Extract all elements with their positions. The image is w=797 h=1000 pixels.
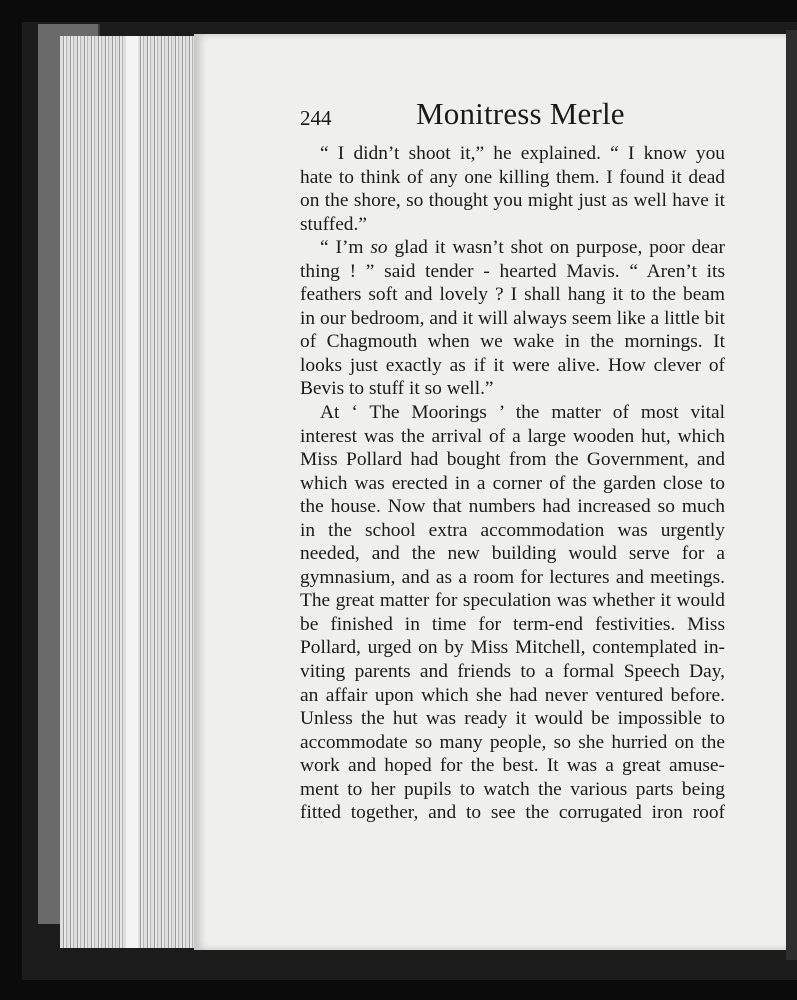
text-line: an affair upon which she had never ventured before.: [300, 684, 725, 706]
right-binding-edge: [786, 30, 797, 960]
page-number: 244: [300, 106, 332, 130]
text-line: Unless the hut was ready it would be impossible to: [300, 708, 725, 730]
text-line: feathers soft and lovely ? I shall hang it to the beam: [300, 284, 725, 306]
text-line: “ I didn’t shoot it,” he explained. “ I know you: [320, 143, 725, 164]
text-line: The great matter for speculation was whether it would: [300, 590, 725, 612]
text-line: thing ! ” said tender - hearted Mavis. “ Aren’t its: [300, 260, 725, 282]
text-line: of Chagmouth when we wake in the mornings. It: [300, 331, 725, 353]
text-line: the house. Now that numbers had increased so much: [300, 496, 725, 518]
text-line: on the shore, so thought you might just as well have it: [300, 190, 725, 212]
text-line: fitted together, and to see the corrugated iron roof: [300, 802, 725, 824]
text-line: viting parents and friends to a formal Speech Day,: [300, 661, 725, 683]
text-line: interest was the arrival of a large wooden hut, which: [300, 425, 725, 447]
text-line: stuffed.”: [300, 213, 367, 235]
text-line: in our bedroom, and it will always seem like a little bit: [300, 307, 725, 329]
text-line: be finished in time for term-end festivities. Miss: [300, 613, 725, 635]
text-segment: “ I’m: [320, 237, 371, 259]
text-line: gymnasium, and as a room for lectures and meetings.: [300, 566, 725, 588]
text-line: accommodate so many people, so she hurried on the: [300, 731, 725, 753]
text-segment: glad it wasn’t shot on purpose, poor dear: [387, 237, 725, 259]
text-line: in the school extra accommodation was urgently: [300, 519, 725, 541]
page-header: [300, 96, 725, 136]
text-line: needed, and the new building would serve for a: [300, 543, 725, 565]
text-line: hate to think of any one killing them. I found it dead: [300, 166, 725, 188]
text-line: work and hoped for the best. It was a great amuse-: [300, 755, 725, 777]
text-line: [300, 236, 725, 260]
text-line: looks just exactly as if it were alive. How clever of: [300, 354, 725, 376]
text-line: Bevis to stuff it so well.”: [300, 378, 494, 400]
text-line: Miss Pollard had bought from the Government, and: [300, 449, 725, 471]
running-title: Monitress Merle: [416, 96, 625, 131]
text-line: which was erected in a corner of the garden close to: [300, 472, 725, 494]
text-line: At ‘ The Moorings ’ the matter of most vital: [320, 402, 725, 424]
body-text: [300, 142, 725, 825]
text-line: ment to her pupils to watch the various parts being: [300, 778, 725, 800]
text-line: Pollard, urged on by Miss Mitchell, contemplated in-: [300, 637, 725, 659]
page-stack-edges: [60, 36, 194, 948]
emphasis-text: so: [370, 237, 388, 259]
